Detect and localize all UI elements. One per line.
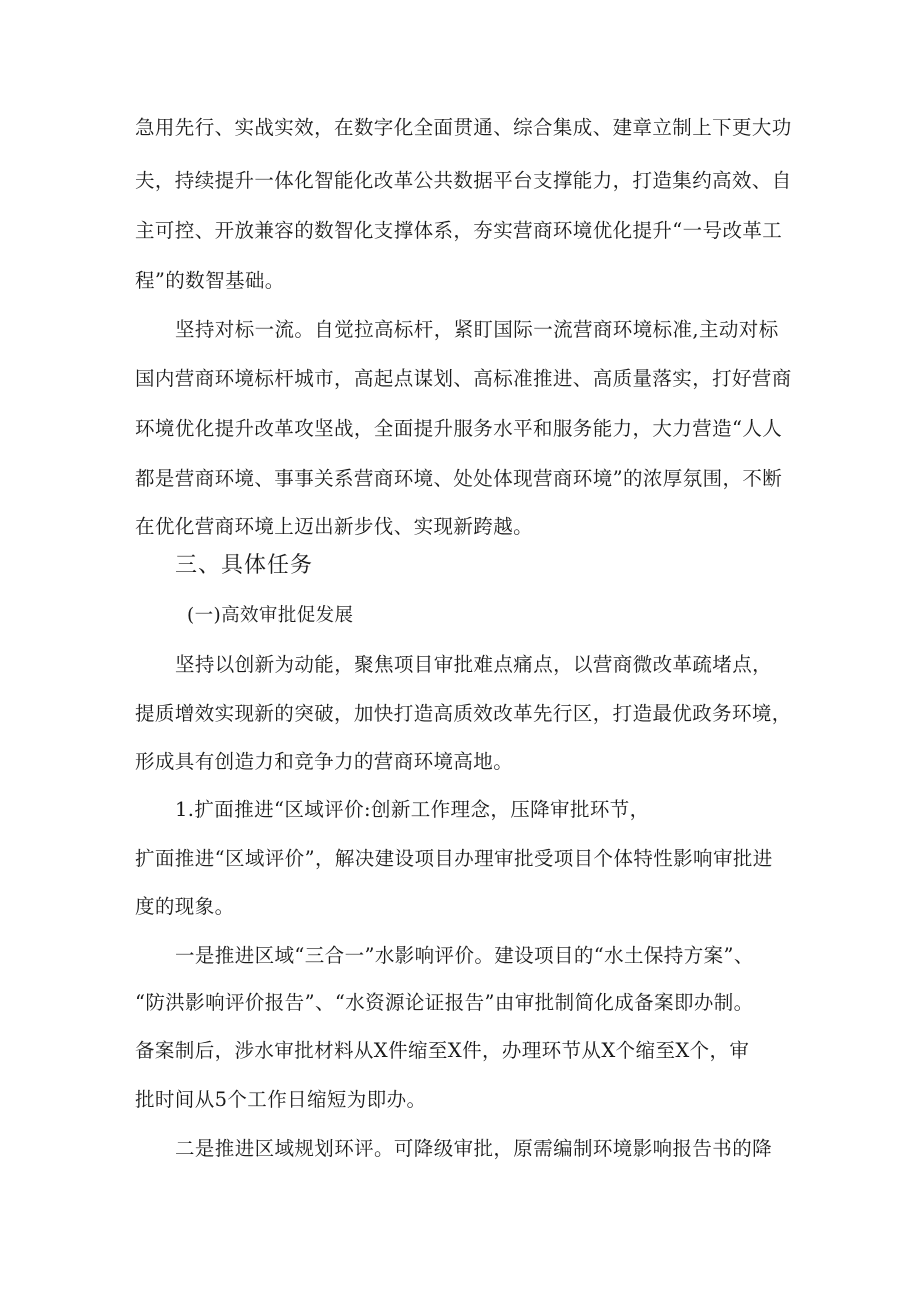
text-line: “防洪影响评价报告”、“水资源论证报告”由审批制简化成备案即办制。 — [135, 991, 754, 1014]
text-line: 1.扩面推进“区域评价:创新工作理念，压降审批环节， — [175, 798, 650, 821]
text-line: 夫，持续提升一体化智能化改革公共数据平台支撑能力，打造集约高效、自 — [135, 169, 792, 192]
text-line: 备案制后，涉水审批材料从X件缩至X件，办理环节从X个缩至X个，审 — [135, 1039, 750, 1062]
text-line: 提质增效实现新的突破，加快打造高质效改革先行区，打造最优政务环境， — [135, 702, 792, 725]
text-line: 批时间从5个工作日缩短为即办。 — [135, 1088, 427, 1111]
text-line: 在优化营商环境上迈出新步伐、实现新跨越。 — [135, 515, 534, 538]
text-line: 国内营商环境标杆城市，高起点谋划、高标准推进、高质量落实，打好营商 — [135, 367, 792, 390]
subsection-heading: (一)高效审批促发展 — [187, 605, 354, 626]
text-line: 主可控、开放兼容的数智化支撑体系，夯实营商环境优化提升“一号改革工 — [135, 219, 783, 242]
text-line: 扩面推进“区域评价”，解决建设项目办理审批受项目个体特性影响审批进 — [135, 847, 773, 870]
text-line: 度的现象。 — [135, 895, 235, 918]
text-line: 形成具有创造力和竞争力的营商环境高地。 — [135, 750, 514, 773]
section-heading: 三、具体任务 — [175, 553, 314, 578]
text-line: 坚持以创新为动能，聚焦项目审批难点痛点，以营商微改革疏堵点， — [175, 653, 773, 676]
text-line: 二是推进区域规划环评。可降级审批，原需编制环境影响报告书的降 — [175, 1137, 773, 1160]
text-line: 急用先行、实战实效，在数字化全面贯通、综合集成、建章立制上下更大功 — [135, 116, 792, 139]
text-line: 都是营商环境、事事关系营商环境、处处体现营商环境”的浓厚氛围，不断 — [135, 467, 783, 490]
text-line: 坚持对标一流。自觉拉高标杆，紧盯国际一流营商环境标准,主动对标 — [175, 318, 779, 341]
text-line: 一是推进区域“三合一”水影响评价。建设项目的“水土保持方案”、 — [175, 944, 754, 967]
text-line: 程”的数智基础。 — [135, 269, 285, 292]
text-line: 环境优化提升改革攻坚战，全面提升服务水平和服务能力，大力营造“人人 — [135, 417, 783, 440]
